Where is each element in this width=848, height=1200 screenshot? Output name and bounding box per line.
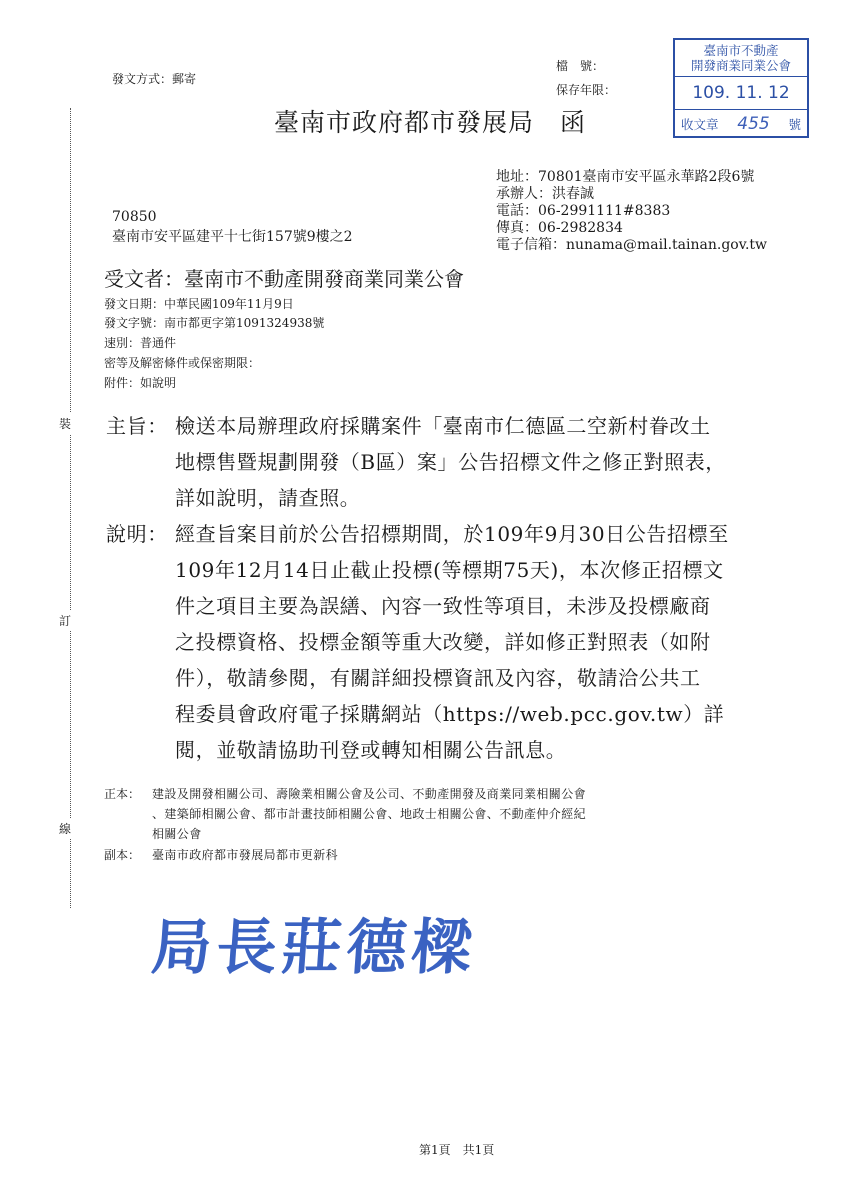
explanation-line: 經查旨案目前於公告招標期間，於109年9月30日公告招標至 [175, 522, 729, 546]
stamp-line-1: 臺南市不動產 [703, 43, 779, 58]
stamp-received-suffix: 號 [788, 117, 801, 132]
binding-line [70, 108, 71, 908]
original-recipients-line: 相關公會 [152, 827, 202, 841]
stamp-received-label: 收文章 [681, 117, 719, 132]
document-number: 發文字號：南市都更字第1091324938號 [104, 316, 325, 330]
copy-recipients-value: 臺南市政府都市發展局都市更新科 [152, 848, 339, 862]
binding-mark-xian: 線 [59, 818, 71, 839]
explanation-line: 件），敬請參閱，有關詳細投標資訊及內容，敬請洽公共工 [175, 666, 701, 690]
subject-line: 詳如說明，請查照。 [175, 486, 361, 510]
binding-mark-ding: 訂 [59, 610, 71, 631]
sender-phone: 電話：06-2991111#8383 [496, 203, 671, 219]
attachment: 附件：如說明 [104, 376, 177, 390]
stamp-date: 109. 11. 12 [675, 77, 807, 110]
stamp-received-number: 455 [737, 114, 770, 134]
explanation-line: 109年12月14日止截止投標(等標期75天)，本次修正招標文 [175, 558, 724, 582]
document-title: 臺南市政府都市發展局 函 [274, 108, 587, 137]
recipient-name: 受文者：臺南市不動產開發商業同業公會 [104, 267, 464, 291]
recipient-zip: 70850 [112, 209, 157, 225]
secrecy-level: 密等及解密條件或保密期限： [104, 356, 261, 370]
send-method: 發文方式：郵寄 [112, 72, 197, 86]
stamp-received-row [675, 110, 807, 134]
sender-address: 地址：70801臺南市安平區永華路2段6號 [496, 169, 755, 185]
sender-contact: 承辦人：洪春誠 [496, 186, 594, 202]
issue-date: 發文日期：中華民國109年11月9日 [104, 297, 294, 311]
recipient-address: 臺南市安平區建平十七街157號9樓之2 [112, 229, 353, 245]
page-footer: 第1頁 共1頁 [419, 1143, 495, 1157]
file-number-label: 檔 號： [556, 59, 605, 73]
director-signature: 局長莊德樑 [149, 913, 480, 983]
subject-line: 檢送本局辦理政府採購案件「臺南市仁德區二空新村眷改土 [175, 414, 711, 438]
delivery-speed: 速別：普通件 [104, 336, 177, 350]
explanation-label: 說明： [106, 522, 168, 546]
subject-line: 地標售暨規劃開發（B區）案」公告招標文件之修正對照表， [175, 450, 726, 474]
explanation-line: 程委員會政府電子採購網站（https://web.pcc.gov.tw）詳 [175, 702, 725, 726]
received-stamp [673, 38, 809, 138]
original-recipients-line: 建設及開發相關公司、壽險業相關公會及公司、不動產開發及商業同業相關公會 [152, 787, 587, 801]
explanation-line: 件之項目主要為誤繕、內容一致性等項目，未涉及投標廠商 [175, 594, 711, 618]
original-recipients-line: 、建築師相關公會、都市計畫技師相關公會、地政士相關公會、不動產仲介經紀 [152, 807, 587, 821]
sender-fax: 傳真：06-2982834 [496, 220, 623, 236]
subject-label: 主旨： [106, 414, 168, 438]
original-recipients-label: 正本： [104, 787, 141, 801]
explanation-line: 之投標資格、投標金額等重大改變，詳如修正對照表（如附 [175, 630, 711, 654]
explanation-line: 閱，並敬請協助刊登或轉知相關公告訊息。 [175, 738, 567, 762]
sender-email: 電子信箱：nunama@mail.tainan.gov.tw [496, 237, 768, 253]
copy-recipients-label: 副本： [104, 848, 141, 862]
retention-label: 保存年限： [556, 83, 617, 97]
stamp-line-2: 開發商業同業公會 [675, 58, 807, 77]
binding-mark-zhuang: 裝 [59, 413, 71, 434]
